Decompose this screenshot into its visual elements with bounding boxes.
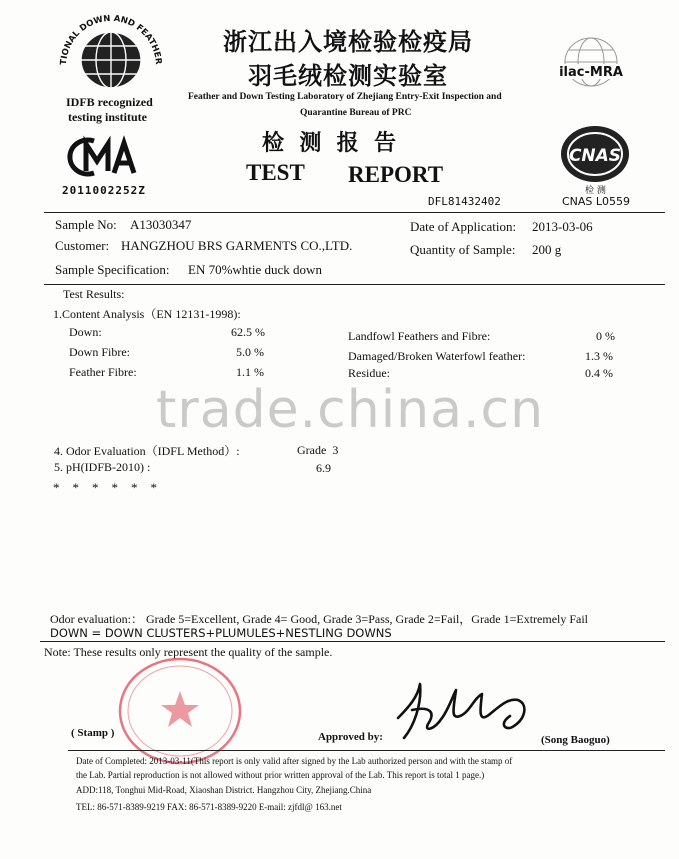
title-cn-1: 浙江出入境检验检疫局 <box>223 28 473 56</box>
idfb-logo <box>52 14 170 94</box>
result-residue-value: 0.4 % <box>585 366 613 380</box>
handwritten-signature <box>390 676 540 746</box>
test-results-heading: Test Results: <box>63 287 125 301</box>
approved-by-label: Approved by: <box>318 731 383 743</box>
lab-name-en-2: Quarantine Bureau of PRC <box>300 108 412 118</box>
odor-evaluation-label: 4. Odor Evaluation（IDFL Method）: <box>54 444 240 458</box>
report-title-en-1: TEST <box>246 160 305 185</box>
sample-spec-label: Sample Specification: <box>55 262 170 277</box>
cma-number: 2011002252Z <box>62 184 146 197</box>
result-landfowl-value: 0 % <box>596 329 615 343</box>
ilac-globe-icon <box>548 34 634 96</box>
quantity-value: 200 g <box>532 242 562 257</box>
date-of-application-value: 2013-03-06 <box>532 219 593 234</box>
result-feather-fibre-label: Feather Fibre: <box>69 365 137 379</box>
quantity-label: Quantity of Sample: <box>410 242 516 257</box>
idfb-recognized: IDFB recognized <box>66 95 153 109</box>
result-damaged-value: 1.3 % <box>585 349 613 363</box>
cma-mark-icon <box>64 135 146 179</box>
result-damaged-label: Damaged/Broken Waterfowl feather: <box>348 349 526 363</box>
cnas-logo <box>555 124 635 186</box>
cnas-number: CNAS L0559 <box>562 195 631 208</box>
result-feather-fibre-value: 1.1 % <box>236 365 264 379</box>
watermark: trade.china.cn <box>156 380 545 440</box>
sample-no-value: A13030347 <box>130 217 192 232</box>
cnas-emblem-icon <box>555 124 635 186</box>
footer-contact: TEL: 86-571-8389-9219 FAX: 86-571-8389-9220 E-mail: zjfdl@ 163.net <box>76 802 342 812</box>
sample-no-label: Sample No: <box>55 217 117 232</box>
content-analysis-heading: 1.Content Analysis（EN 12131-1998): <box>53 307 241 321</box>
lab-name-en-1: Feather and Down Testing Laboratory of Zhejiang Entry-Exit Inspection and <box>188 92 502 102</box>
ilac-text: ilac-MRA <box>559 65 623 80</box>
cnas-text: CNAS <box>568 146 622 166</box>
footer-validity-line-1: Date of Completed: 2013-03-11(This report is only valid after signed by the Lab authorized person and with the stamp of <box>76 756 513 766</box>
report-title-en-2: REPORT <box>348 162 444 187</box>
ph-label: 5. pH(IDFB-2010) : <box>54 460 151 474</box>
result-landfowl-label: Landfowl Feathers and Fibre: <box>348 329 491 343</box>
report-title-cn: 检 测 报 告 <box>262 131 396 156</box>
report-number: DFL81432402 <box>428 195 501 208</box>
stamp-label: ( Stamp ) <box>71 727 115 739</box>
cma-logo <box>64 135 146 179</box>
result-down-fibre-label: Down Fibre: <box>69 345 130 359</box>
date-of-application-label: Date of Application: <box>410 219 517 234</box>
ilac-logo <box>548 34 634 96</box>
customer-value: HANGZHOU BRS GARMENTS CO.,LTD. <box>121 238 353 253</box>
ph-value: 6.9 <box>316 461 331 475</box>
idfb-globe-icon <box>52 14 170 94</box>
sample-spec-value: EN 70%whtie duck down <box>188 262 322 277</box>
approver-name: (Song Baoguo) <box>541 734 610 746</box>
odor-evaluation-value: Grade 3 <box>297 443 339 457</box>
result-down-value: 62.5 % <box>231 325 265 339</box>
odor-scale-legend: Odor evaluation:： Grade 5=Excellent, Grade 4= Good, Grade 3=Pass, Grade 2=Fail，Grade 1=Extremely Fail <box>50 612 589 626</box>
result-residue-label: Residue: <box>348 366 390 380</box>
down-definition: DOWN = DOWN CLUSTERS+PLUMULES+NESTLING DOWNS <box>50 626 392 640</box>
end-stars: * * * * * * <box>53 480 157 495</box>
footer-address: ADD:118, Tonghui Mid-Road, Xiaoshan District. Hangzhou City, Zhejiang.China <box>76 785 372 795</box>
signature-scribble-icon <box>390 676 540 746</box>
cnas-cn-label: 检 测 <box>585 186 606 196</box>
testing-institute: testing institute <box>68 110 147 124</box>
customer-label: Customer: <box>55 238 110 253</box>
note-text: Note: These results only represent the quality of the sample. <box>44 645 333 659</box>
title-cn-2: 羽毛绒检测实验室 <box>248 62 448 90</box>
idfb-arc-text: TIONAL DOWN AND FEATHER <box>58 14 164 66</box>
footer-validity-line-2: the Lab. Partial reproduction is not allowed without prior written approval of the Lab. This report is total 1 page.) <box>76 770 485 780</box>
result-down-label: Down: <box>69 325 102 339</box>
result-down-fibre-value: 5.0 % <box>236 345 264 359</box>
